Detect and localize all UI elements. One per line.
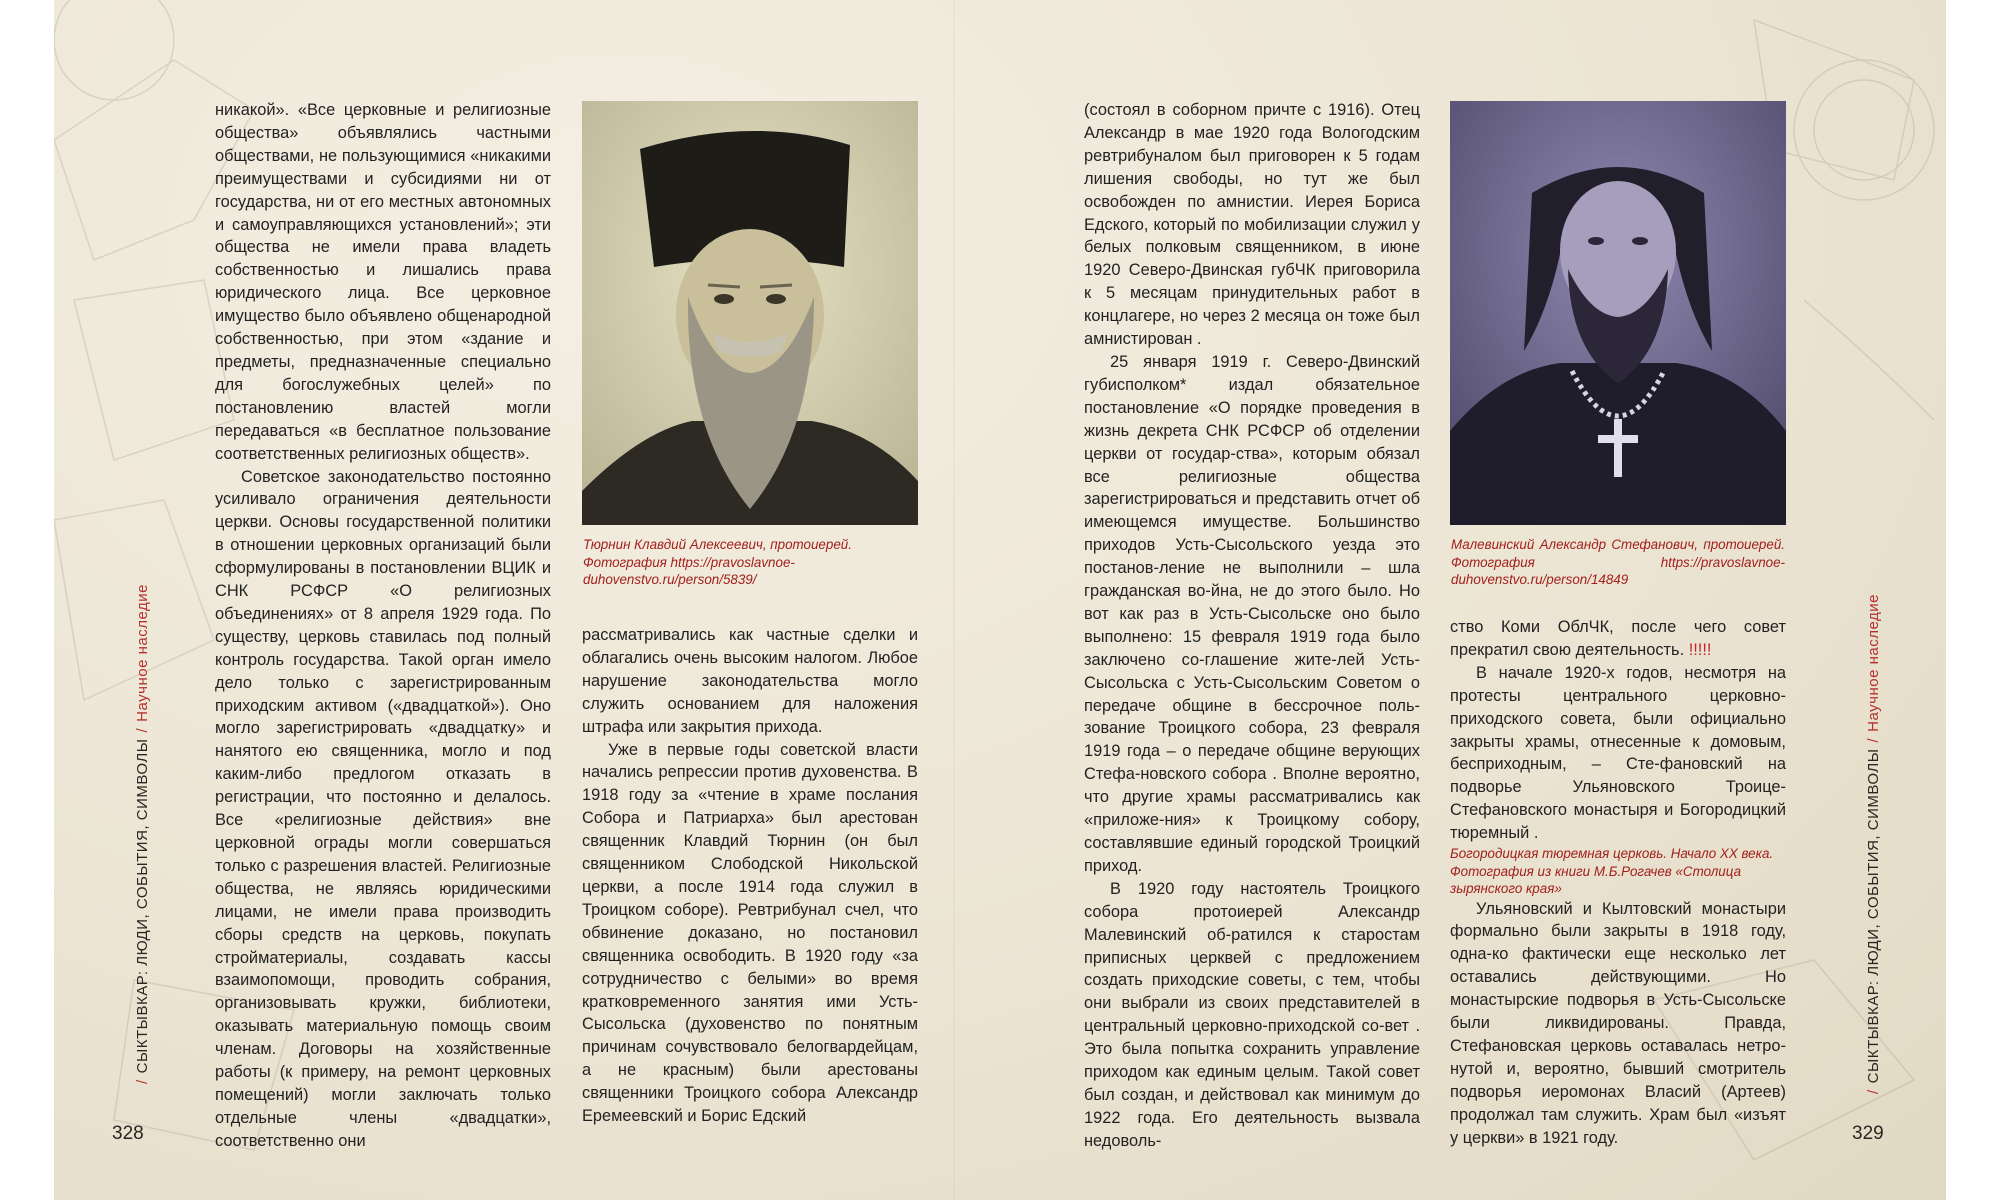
paragraph: Советское законодательство постоянно усиливало ограничения деятельности церкви. Основы государственной политики в отношении церковных организаций были сформулированы в постановлении ВЦИК и СНК РСФСР «О религиозных объединениях» от 8 апреля 1929 года. По существу, церковь ставилась под полный контроль государства. Такой орган имело дело только с зарегистрированным приходским активом («двадцаткой»). Оно могло зарегистрировать «двадцатку» и нанятого ею священника, могло и под каким-либо предлогом отказать в регистрации, что постоянно и делалось. Все «религиозные действия» вне церковной ограды могли совершаться только с разрешения властей. Религиозные общества, не являясь юридическими лицами, не имели права производить сборы средств на церковь, покупать стройматериалы, создавать кассы взаимопомощи, проводить собрания, организовывать кружки, библиотеки, оказывать материальную помощь своим членам. Договоры на хозяйственные работы (к примеру, на ремонт церковных помещений) могли заключать только отдельные члены «двадцатки», соответственно они: [215, 467, 551, 1150]
paragraph: 25 января 1919 г. Северо-Двинский губисполком* издал обязательное постановление «О порядке проведения в жизнь декрета СНК РСФСР об отделении церкви от государ-ства», которым обязал все религиозные общества зарегистрироваться и представить отчет об имеющемся имуществе. Большинство приходов Усть-Сысольского уезда это постанов-ление не выполнили – шла гражданская во-йна, не до этого было. Но вот как раз в Усть-Сысольске оно было выполнено: 15 февраля 1919 года было заключено со-глашение жите-лей Усть-Сысольска с Усть-Сысольским Советом о передаче общине в бессрочное поль-зование Троицкого собора, 23 февраля 1919 года – о передаче общине верующих Стефа-новского собора . Вполне вероятно, что другие храмы рассматривались как «приложе-ния» к Троицкому собору, составлявшие единый городской Троицкий приход.: [1084, 352, 1420, 875]
left-running-title: [134, 584, 151, 1090]
text-column-1: [215, 99, 551, 1153]
page-number-right: 329: [1852, 1123, 1884, 1144]
paragraph: Ульяновский и Кылтовский монастыри формально были закрыты в 1918 году, одна-ко фактически еще несколько лет оставались действующими. Но монастырские подворья в Усть-Сысольске были ликвидированы. Правда, Стефановская церковь оставалась нетро-нутой и, вероятно, бывший смотритель подворья иеромонах Власий (Артеев) продолжал там служить. Храм был «изъят у церкви» в 1921 году.: [1450, 899, 1786, 1147]
photo-caption-malevinsky: [1451, 536, 1785, 589]
right-running-title: [1865, 594, 1882, 1100]
title-slash: /: [134, 1079, 151, 1084]
running-subtitle-text: Научное наследие: [1865, 594, 1882, 732]
running-title-text: СЫКТЫВКАР: ЛЮДИ, СОБЫТИЯ, СИМВОЛЫ: [1865, 748, 1882, 1084]
title-slash: /: [1865, 737, 1882, 743]
text-column-3: [1084, 99, 1420, 1153]
title-slash: /: [1865, 1089, 1882, 1094]
running-subtitle-text: Научное наследие: [134, 584, 151, 722]
portrait-photo-tyurnin: [582, 101, 918, 525]
text-column-4: [1450, 616, 1786, 1150]
paragraph: никакой». «Все церковные и религиозные общества» объявлялись частными обществами, не пользующимися «никакими преимуществами и субсидиями ни от государства, ни от его местных автономных и самоуправляющихся установлений»; эти общества не имели права владеть собственностью и лишались права юридического лица. Все церковное имущество было объявлено общенародной собственностью, при этом «здание и предметы, предназначенные специально для богослужебных целей» по постановлению властей могли передаваться «в бесплатное пользование соответственных религиозных обществ».: [215, 101, 551, 463]
paragraph: (состоял в соборном причте с 1916). Отец Александр в мае 1920 года Вологодским ревтрибуналом был приговорен к 5 годам лишения свободы, но тут же был освобожден по амнистии. Иерея Бориса Едского, который по мобилизации служил у белых полковым священником, в июне 1920 Северо-Двинская губЧК приговорила к 5 месяцам принудительных работ в концлагере, но через 2 месяца он тоже был амнистирован .: [1084, 101, 1420, 349]
paragraph: рассматривались как частные сделки и облагались очень высоким налогом. Любое нарушение законодательства могло служить основанием для наложения штрафа или закрытия прихода.: [582, 626, 918, 736]
photo-caption-tyurnin: Тюрнин Клавдий Алексеевич, протоиерей. Фотография https://pravoslavnoe-duhovenstvo.ru/person/5839/: [583, 537, 852, 587]
paragraph-text: ство Коми ОблЧК, после чего совет прекратил свою деятельность.: [1450, 618, 1786, 659]
paragraph: В 1920 году настоятель Троицкого собора протоиерей Александр Малевинский об-ратился к старостам приписных церквей с предложением создать приходские советы, с тем, чтобы они выбрали из своих представителей в центральный церковно-приходской со-вет . Это была попытка сохранить управление приходом как единым целым. Такой совет был создан, и действовал как минимум до 1922 года. Его деятельность вызвала недоволь-: [1084, 879, 1420, 1150]
running-title-text: СЫКТЫВКАР: ЛЮДИ, СОБЫТИЯ, СИМВОЛЫ: [134, 738, 151, 1074]
paragraph: [1450, 616, 1786, 662]
page-number-left: 328: [112, 1123, 144, 1144]
paragraph: Уже в первые годы советской власти начались репрессии против духовенства. В 1918 году за «чтение в храме послания Собора и Патриарха» был арестован священник Клавдий Тюрнин (он был священником Слободской Никольской церкви, а после 1914 года служил в Троицком соборе). Ревтрибунал счел, что обвинение доказано, но постановил священника освободить. В 1920 году «за сотрудничество с белыми» во время кратковременного занятия ими Усть-Сысольска (духовенство по понятным причинам сочувствовало белогвардейцам, а не красным) были арестованы священники Троицкого собора Александр Еремеевский и Борис Едский: [582, 740, 918, 1126]
inline-photo-caption: Богородицкая тюремная церковь. Начало XX века. Фотография из книги М.Б.Рогачев «Столица зырянского края»: [1450, 846, 1774, 897]
text-column-2: [582, 624, 918, 1128]
title-slash: /: [134, 727, 151, 733]
caption-text: Малевинский Александр Стефанович, протоиерей. Фотография https://pravoslavnoe-duhovenstvo.ru/person/14849: [1451, 537, 1785, 587]
editor-mark: !!!!!: [1688, 640, 1712, 659]
paragraph: В начале 1920-х годов, несмотря на протесты центрального церковно-приходского совета, были официально закрыты храмы, отнесенные к домовым, бесприходным, – Сте-фановский на подворье Ульяновского Троице-Стефановского монастыря и Богородицкий тюремный .: [1450, 663, 1786, 843]
book-spread: [54, 0, 1946, 1200]
portrait-photo-malevinsky: [1450, 101, 1786, 525]
